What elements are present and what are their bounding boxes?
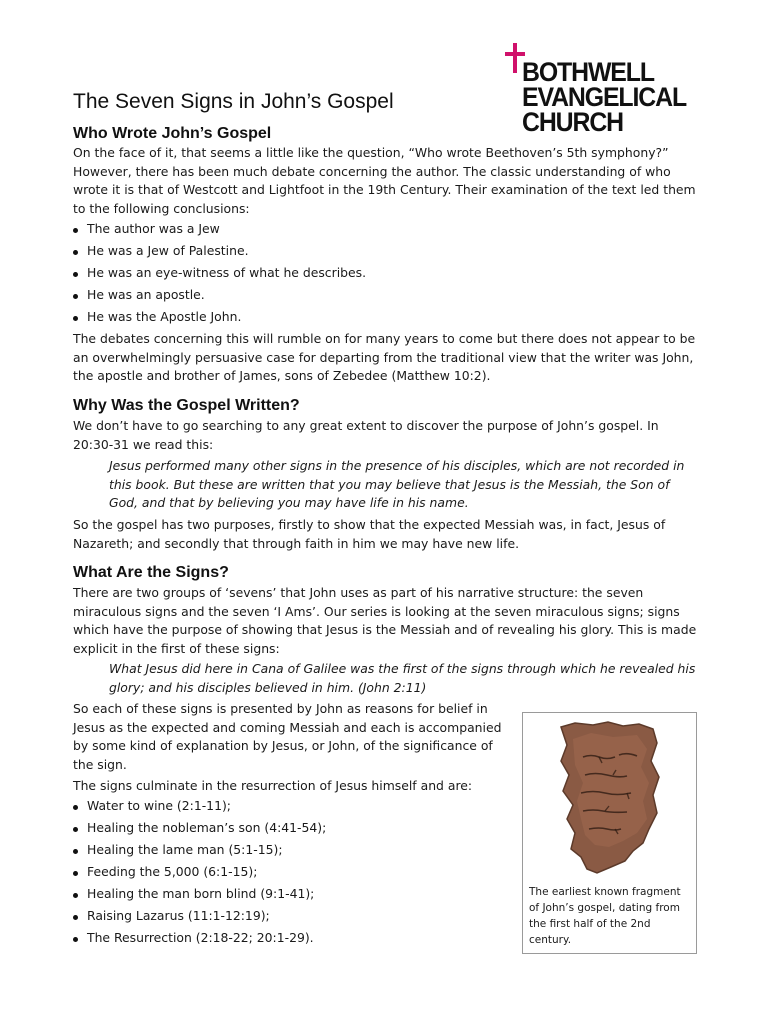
purpose-quote: Jesus performed many other signs in the presence of his disciples, which are not recorded in this book. But these are written that you may believe that Jesus is the Messiah, the Son of God, and that by believing you may have life in his name.	[109, 458, 685, 510]
bullet-icon	[73, 805, 78, 810]
page-title: The Seven Signs in John’s Gospel	[73, 90, 394, 113]
section-heading-purpose: Why Was the Gospel Written?	[73, 397, 300, 414]
bullet-icon	[73, 893, 78, 898]
list-item: Healing the man born blind (9:1-41);	[73, 885, 326, 907]
list-item: He was the Apostle John.	[73, 308, 366, 330]
list-item: Water to wine (2:1-11);	[73, 797, 326, 819]
list-item: Feeding the 5,000 (6:1-15);	[73, 863, 326, 885]
church-logo	[505, 43, 705, 138]
bullet-icon	[73, 272, 78, 277]
list-item: Raising Lazarus (11:1-12:19);	[73, 907, 326, 929]
section-heading-signs: What Are the Signs?	[73, 564, 229, 581]
bullet-icon	[73, 827, 78, 832]
section-heading-author: Who Wrote John’s Gospel	[73, 125, 272, 142]
signs-quote: What Jesus did here in Cana of Galilee was the first of the signs through which he revealed his glory; and his disciples believed in him. (John 2:11)	[109, 661, 696, 695]
list-item: He was an eye-witness of what he describes.	[73, 264, 366, 286]
list-item: The author was a Jew	[73, 220, 366, 242]
bullet-icon	[73, 316, 78, 321]
signs-list-intro: The signs culminate in the resurrection of Jesus himself and are:	[73, 778, 473, 793]
list-item: He was a Jew of Palestine.	[73, 242, 366, 264]
list-item: Healing the nobleman’s son (4:41-54);	[73, 819, 326, 841]
logo-line-1: BOTHWELL	[522, 57, 654, 87]
signs-intro-paragraph: There are two groups of ‘sevens’ that John uses as part of his narrative structure: the seven miraculous signs and the seven ‘I Ams’. Our series is looking at the seven miraculous signs; signs which have the purpose of showing that Jesus is the Messiah and of revealing his glory. This is made explicit in the first of these signs:	[73, 585, 697, 656]
papyrus-fragment-image	[553, 721, 665, 881]
bullet-icon	[73, 294, 78, 299]
author-outro-paragraph: The debates concerning this will rumble on for many years to come but there does not appear to be an overwhelmingly persuasive case for departing from the traditional view that the writer was John, the apostle and brother of James, sons of Zebedee (Matthew 10:2).	[73, 331, 696, 383]
papyrus-figure	[522, 712, 697, 954]
logo-line-3: CHURCH	[522, 107, 624, 137]
bullet-icon	[73, 250, 78, 255]
list-item: He was an apostle.	[73, 286, 366, 308]
list-item: Healing the lame man (5:1-15);	[73, 841, 326, 863]
signs-list	[73, 797, 326, 951]
purpose-intro-paragraph: We don’t have to go searching to any great extent to discover the purpose of John’s gospel. In 20:30-31 we read this:	[73, 418, 659, 452]
list-item: The Resurrection (2:18-22; 20:1-29).	[73, 929, 326, 951]
logo-line-2: EVANGELICAL	[522, 82, 687, 112]
bullet-icon	[73, 915, 78, 920]
author-intro-paragraph: On the face of it, that seems a little like the question, “Who wrote Beethoven’s 5th symphony?” However, there has been much debate concerning the author. The classic understanding of who wrote it is that of Westcott and Lightfoot in the 19th Century. Their examination of the text led them to the following conclusions:	[73, 145, 696, 216]
author-conclusions-list	[73, 220, 366, 330]
bullet-icon	[73, 228, 78, 233]
bullet-icon	[73, 849, 78, 854]
bullet-icon	[73, 871, 78, 876]
bullet-icon	[73, 937, 78, 942]
figure-caption: The earliest known fragment of John’s gospel, dating from the first half of the 2nd century.	[529, 886, 681, 946]
signs-paragraph: So each of these signs is presented by John as reasons for belief in Jesus as the expected and coming Messiah and each is accompanied by some kind of explanation by Jesus, or John, of the significance of the sign.	[73, 701, 502, 772]
purpose-outro-paragraph: So the gospel has two purposes, firstly to show that the expected Messiah was, in fact, Jesus of Nazareth; and secondly that through faith in him we may have new life.	[73, 517, 666, 551]
